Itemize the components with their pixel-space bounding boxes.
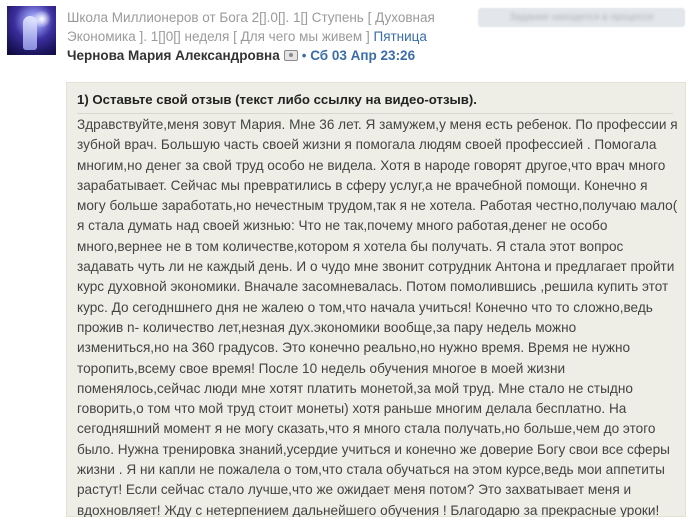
answer-line: прожив n- количество лет,незная дух.экономики вообще,за пару недель можно	[77, 319, 577, 335]
answer-line: многим,но денег за свой труд особо не видела. Хотя в народе говорят другое,что врач много	[77, 157, 666, 173]
topic-title-line-2	[67, 27, 427, 46]
answer-line: Здравствуйте,меня зовут Мария. Мне 36 лет. Я замужем,у меня есть ребенок. По профессии я	[77, 117, 678, 132]
answer-line: торопить,всему свое время! После 10 недель обучения многое в моей жизни	[77, 360, 566, 376]
answer-line: курс. До сегодншнего дня не жалею о том,что начала учиться! Конечно что то сложно,ведь	[77, 299, 653, 315]
topic-day-link[interactable]: Пятница	[373, 29, 427, 44]
divider	[77, 113, 673, 114]
question-heading: 1) Оставьте свой отзыв (текст либо ссылку на видео-отзыв).	[77, 92, 477, 107]
avatar-figure	[23, 16, 37, 50]
topic-title-line-1: Школа Миллионеров от Бога 2[].0[]. 1[] Ступень [ Духовная	[67, 10, 435, 25]
mobile-device-icon	[284, 50, 298, 61]
answer-line: вдохновляет! Жду с нетерпением дальнейшего обучения ! Благодарю за прекрасные уроки!	[77, 502, 660, 517]
answer-line: растут! Если сейчас стало лучше,что же ожидает меня потом? Это захватывает меня и	[77, 482, 632, 498]
answer-line: жизни . Я ни капли не пожалела о том,что стала обучаться на этом курсе,ведь мои аппетиты	[77, 462, 665, 478]
answer-line: много,вернее не в том количестве,котором я хотела бы получать. Я стала этот вопрос	[77, 238, 624, 254]
answer-line: поменялось,сейчас люди мне хотят платить монетой,за мой труд. Мне стало не стыдно	[77, 380, 633, 396]
avatar[interactable]	[7, 6, 56, 55]
separator-dot: •	[301, 48, 307, 63]
topic-title-text: Экономика ]. 1[]0[] неделя [ Для чего мы живем ]	[67, 29, 370, 44]
author-row	[67, 46, 415, 65]
answer-line: зубной врач. Большую часть своей жизни я помогала людям своей профессией . Помогала	[77, 137, 657, 153]
answer-line: зарабатывает. Сейчас мы превратились в сферу услуг,а не врачебной помощи. Конечно я	[77, 177, 648, 193]
post-date[interactable]: Сб 03 Апр 23:26	[310, 48, 416, 63]
answer-line: задавать чуть ли не каждый день. И о чудо мне звонит сотрудник Антона и предлагает пройти	[77, 259, 675, 275]
answer-line: говорить,о том что мой труд стоит монеты) хотя раньше многим делала бесплатно. На	[77, 401, 627, 417]
answer-text	[77, 115, 677, 517]
answer-line: сегодняшний момент я не могу сказать,что я много стала получать,но больше,чем до этого	[77, 421, 656, 437]
answer-box	[66, 82, 686, 517]
answer-line: измениться,но на 360 градусов. Это конечно реально,но нужно время. Время не нужно	[77, 340, 631, 356]
status-badge	[478, 8, 685, 27]
answer-line: я стала думать над своей жизнью: Что не так,почему много работая,денег не особо	[77, 218, 608, 234]
author-name[interactable]: Чернова Мария Александровна	[67, 48, 280, 63]
answer-line: курс духовной экономики. Вначале засомневалась. Потом помолившись ,решила купить этот	[77, 279, 669, 295]
answer-line: было. Нужна тренировка знаний,усердие учиться и конечно же доверие Богу свои все сферы	[77, 441, 670, 457]
status-badge-text: Задание находится в процессе	[509, 12, 654, 23]
answer-line: могу больше заработать,но нечестным трудом,так я не хотела. Работая честно,получаю мало(	[77, 198, 678, 214]
